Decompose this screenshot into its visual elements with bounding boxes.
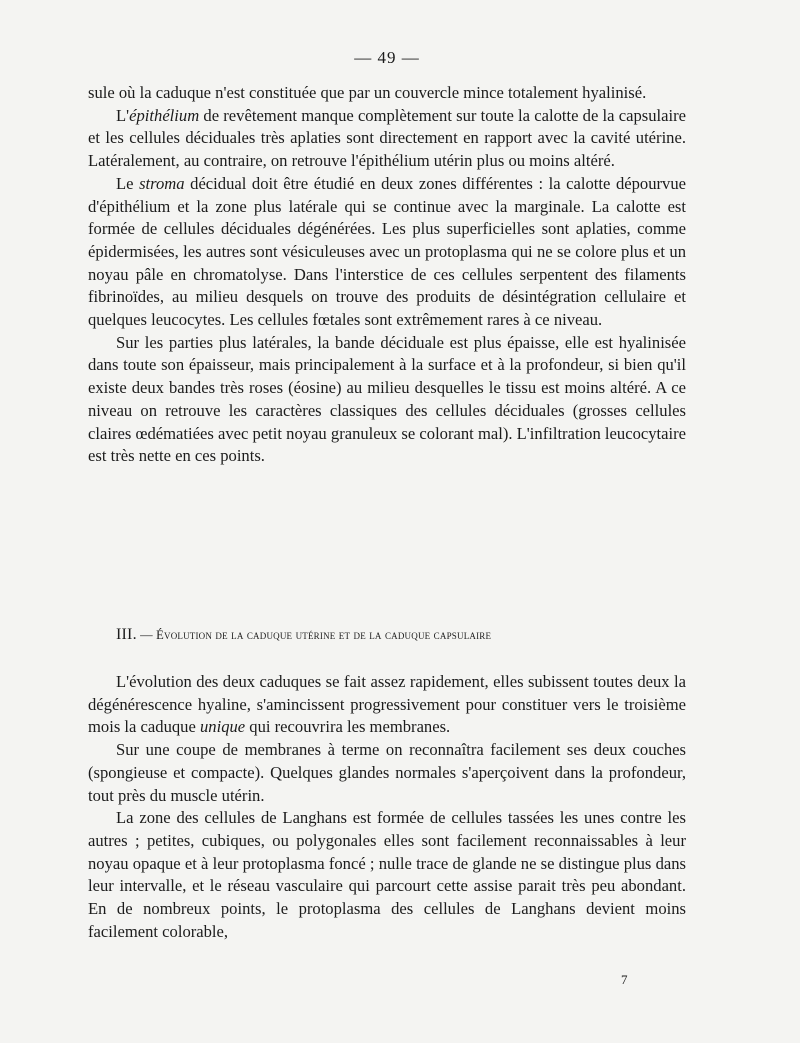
paragraph-continuation: sule où la caduque n'est constituée que par un couvercle mince totalement hyalinisé. bbox=[88, 83, 647, 102]
italic-term: unique bbox=[199, 717, 246, 737]
document-page bbox=[88, 0, 686, 1043]
text-block-bottom bbox=[88, 671, 686, 943]
paragraph-langhans: La zone des cellules de Langhans est formée de cellules tassées les unes contre les autres ; petites, cubiques, ou polygonales elles sont facilement reconnaissables à leur noyau opaque et à leur protoplasma foncé ; nulle trace de glande ne se distingue plus dans leur intervalle, et le réseau vasculaire qui parcourt cette assise parait très peu abondant. En de nombreux points, le protoplasma des cellules de Langhans devient moins facilement colorable, bbox=[88, 808, 686, 941]
section-heading bbox=[116, 626, 686, 644]
paragraph-lateral-parts: Sur les parties plus latérales, la bande déciduale est plus épaisse, elle est hyalinisée dans toute son épaisseur, mais principalement à la surface et à la profondeur, si bien qu'il existe deux bandes très roses (éosine) au milieu desquelles le tissu est moins altéré. A ce niveau on retrouve les caractères classiques des cellules déciduales (grosses cellules claires œdématiées avec petit noyau granuleux se colorant mal). L'infiltration leucocytaire est très nette en ces points. bbox=[88, 332, 686, 466]
section-title: Évolution de la caduque utérine et de la caduque capsulaire bbox=[156, 628, 492, 642]
paragraph-text: de revêtement manque complètement sur toute la calotte de la capsulaire et les cellules déciduales très aplaties sont directement en rapport avec la cavité utérine. Latéralement, au contraire, on retrouve l'épithélium utérin plus ou moins altéré. bbox=[88, 105, 686, 171]
paragraph-text: qui recouvrira les membranes. bbox=[245, 717, 451, 737]
paragraph-text: décidual doit être étudié en deux zones différentes : la calotte dépourvue d'épithélium et la zone plus latérale qui se continue avec la marginale. La calotte est formée de cellules déciduales dégénérées. Les plus superficielles sont aplaties, comme épidermisées, les autres sont vésiculeuses avec un protoplasma qui ne se colore plus et un noyau pâle en chromatolyse. Dans l'interstice de ces cellules serpentent des filaments fibrinoïdes, au milieu desquels on trouve des produits de désintégration cellulaire et quelques leucocytes. Les cellules fœtales sont extrêmement rares à ce niveau. bbox=[88, 173, 687, 330]
paragraph-text: Le bbox=[116, 173, 140, 193]
section-dash: — bbox=[136, 628, 157, 642]
paragraph-epithelium bbox=[88, 105, 686, 173]
text-block-top bbox=[88, 82, 686, 468]
paragraph-membranes: Sur une coupe de membranes à terme on reconnaîtra facilement ses deux couches (spongieuse et compacte). Quelques glandes normales s'aperçoivent dans la profondeur, tout près du muscle utérin. bbox=[88, 740, 686, 805]
paragraph-text: L' bbox=[116, 105, 130, 125]
italic-term: épithélium bbox=[129, 105, 200, 125]
paragraph-stroma bbox=[88, 173, 686, 332]
signature-mark: 7 bbox=[621, 972, 628, 987]
page-number: — 49 — bbox=[354, 48, 420, 67]
paragraph-text: L'évolution des deux caduques se fait assez rapidement, elles subissent toutes deux la dégénérescence hyaline, s'amincissent progressivement pour constituer vers le troisième mois la caduque bbox=[88, 672, 686, 737]
section-number: III. bbox=[116, 626, 137, 643]
paragraph-evolution bbox=[88, 671, 686, 739]
italic-term: stroma bbox=[139, 173, 185, 193]
